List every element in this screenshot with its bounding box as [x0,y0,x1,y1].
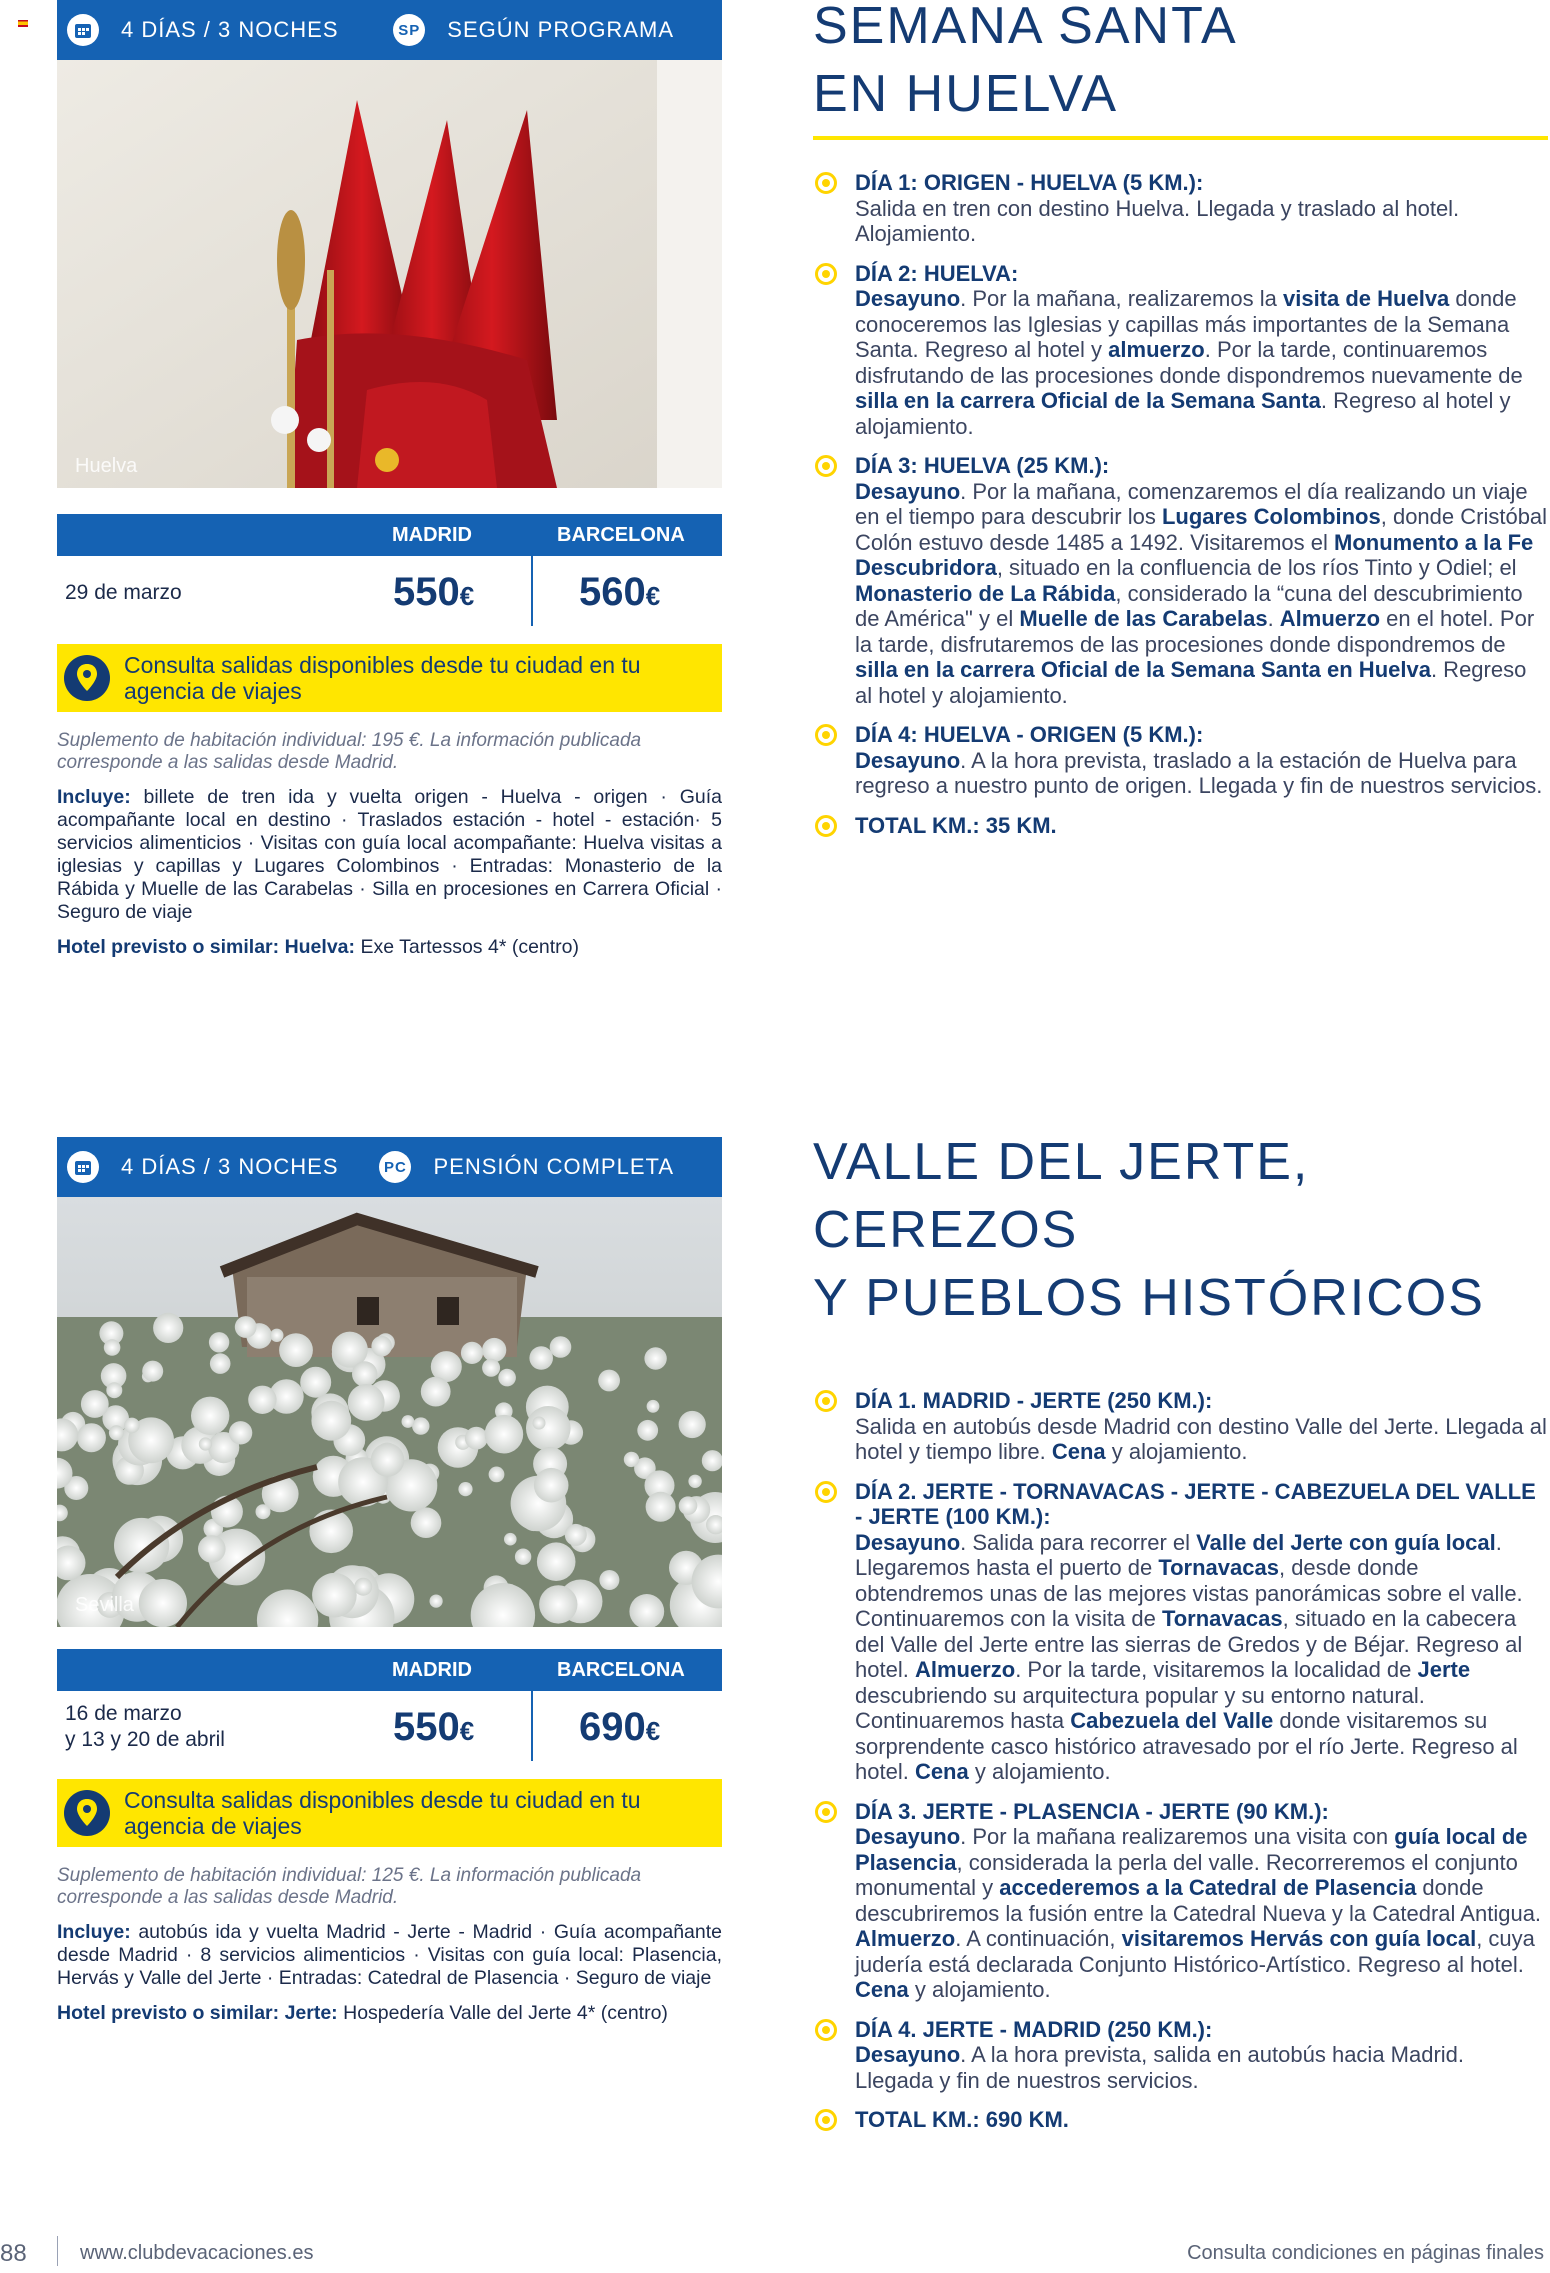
day-heading: DÍA 3. JERTE - PLASENCIA - JERTE (90 KM.): [855,1798,1329,1824]
bullet-target-icon [815,724,837,746]
trip1-plan-badge: SP [393,14,425,46]
itinerary-day [813,1479,1548,1785]
trip1-photo-nazarenos [57,60,722,488]
trip2-plan: PENSIÓN COMPLETA [433,1154,674,1179]
day-description: Desayuno. A la hora prevista, traslado a la estación de Huelva para regreso a nuestro punto de origen. Llegada y fin de nuestros servicios. [855,747,1543,798]
trip1-title: SEMANA SANTA EN HUELVA [813,0,1238,123]
trip1-supplement: Suplemento de habitación individual: 195 €. La información publicada corresponde a las salidas desde Madrid. [57,730,642,773]
trip1-price-header [57,514,722,556]
day-heading: DÍA 2: HUELVA: [855,260,1019,286]
bullet-target-icon [815,1390,837,1412]
day-heading: DÍA 3: HUELVA (25 KM.): [855,453,1110,478]
total-km: TOTAL KM.: 690 KM. [813,2107,1548,2133]
trip1-photo-caption: Huelva [75,455,138,477]
trip2-days [813,1388,1548,2133]
trip2-card [57,1137,722,2025]
bullet-target-icon [815,455,837,477]
spain-flag-icon [18,20,28,27]
price-divider [531,1691,533,1761]
bullet-target-icon [815,172,837,194]
day-description: Desayuno. Por la mañana, comenzaremos el día realizando un viaje en el tiempo para descubrir los Lugares Colombinos, donde Cristóbal Colón estuvo desde 1485 a 1492. Visitaremos el Monumento a la Fe Descubridora, situado en la confluencia de los ríos Tinto y Odiel; el Monasterio de La Rábida, considerado la “cuna del descubrimiento de América" y el Muelle de las Carabelas. Almuerzo en el hotel. Por la tarde, disfrutaremos de las procesiones donde dispondremos de silla en la carrera Oficial de la Semana Santa en Huelva. Regreso al hotel y alojamiento. [855,478,1548,708]
trip2-plan-badge: PC [379,1151,411,1183]
trip2-consult-box [57,1779,722,1847]
day-description: Desayuno. Por la mañana, realizaremos la visita de Huelva donde conoceremos las Iglesias y capillas más importantes de la Semana Santa. Regreso al hotel y almuerzo. Por la tarde, continuaremos disfrutando de las procesiones donde dispondremos nuevamente de silla en la carrera Oficial de la Semana Santa. Regreso al hotel y alojamiento. [855,286,1523,439]
day-description: Desayuno. A la hora prevista, salida en autobús hacia Madrid. Llegada y fin de nuestros servicios. [855,2042,1465,2093]
trip2-info-bar [57,1137,722,1197]
bullet-target-icon [815,1801,837,1823]
trip2-dates: 16 de marzo y 13 y 20 de abril [65,1702,225,1751]
trip1-card [57,0,722,959]
day-heading: DÍA 4. JERTE - MADRID (250 KM.): [855,2016,1213,2042]
trip2-title: VALLE DEL JERTE, CEREZOS Y PUEBLOS HISTÓRICOS [813,1133,1485,1327]
bullet-target-icon [815,263,837,285]
trip2-photo-caption: Sevilla [75,1594,134,1616]
trip2-supplement: Suplemento de habitación individual: 125 €. La información publicada corresponde a las salidas desde Madrid. [57,1865,642,1908]
day-heading: DÍA 2. JERTE - TORNAVACAS - JERTE - CABEZUELA DEL VALLE - JERTE (100 KM.): [855,1478,1536,1529]
price-header-barcelona: BARCELONA [557,524,685,546]
bullet-target-icon [815,1481,837,1503]
itinerary-day [813,261,1548,440]
trip2-price-header [57,1649,722,1691]
location-pin-icon [64,655,110,701]
day-heading: DÍA 1. MADRID - JERTE (250 KM.): [855,1388,1213,1413]
trip1-date: 29 de marzo [65,581,182,604]
conditions-note: Consulta condiciones en páginas finales [1187,2242,1544,2264]
trip1-includes: Incluye: billete de tren ida y vuelta origen - Huelva - origen · Guía acompañante local en destino · Traslados estación - hotel - estación· 5 servicios alimenticios · Visitas con guía local acompañante: Huelva visitas a iglesias y capillas y Lugares Colombinos · Entradas: Monasterio de la Rábida y Muelle de las Carabelas · Silla en procesiones en Carrera Oficial · Seguro de viaje [57,786,723,923]
trip2-price-barcelona: 690€ [579,1705,661,1749]
trip2-includes: Incluye: autobús ida y vuelta Madrid - Jerte - Madrid · Guía acompañante desde Madrid · 8 servicios alimenticios · Visitas con guía local: Plasencia, Hervás y Valle del Jerte · Entradas: Catedral de Plasencia · Seguro de viaje [57,1921,722,1989]
page-number: 88 [0,2240,27,2267]
bullet-target-icon [815,2019,837,2041]
trip1-days [813,170,1548,838]
calendar-icon [67,14,99,46]
trip2-price-row [57,1691,722,1761]
trip1-price-madrid: 550€ [393,570,475,614]
trip1-info-bar [57,0,722,60]
trip1-hotel: Hotel previsto o similar: Huelva: Exe Tartessos 4* (centro) [57,936,580,958]
trip1-price-barcelona: 560€ [579,570,661,614]
day-description: Desayuno. Por la mañana realizaremos una visita con guía local de Plasencia, considerada la perla del valle. Recorreremos el conjunto monumental y accederemos a la Catedral de Plasencia donde descubriremos la fusión entre la Catedral Nueva y la Catedral Antigua. Almuerzo. A continuación, visitaremos Hervás con guía local, cuya judería está declarada Conjunto Histórico-Artístico. Regreso al hotel. Cena y alojamiento. [855,1824,1542,2002]
itinerary-day [813,1388,1548,1465]
day-description: Desayuno. Salida para recorrer el Valle del Jerte con guía local. Llegaremos hasta el puerto de Tornavacas, desde donde obtendremos unas de las mejores vistas panorámicas sobre el valle. Continuaremos con la visita de Tornavacas, situado en la cabecera del Valle del Jerte entre las sierras de Gredos y de Béjar. Regreso al hotel. Almuerzo. Por la tarde, visitaremos la localidad de Jerte descubriendo su arquitectura popular y su entorno natural. Continuaremos hasta Cabezuela del Valle donde visitaremos su sorprendente casco histórico atravesado por el río Jerte. Regreso al hotel. Cena y alojamiento. [855,1529,1523,1784]
trip2-price-madrid: 550€ [393,1705,475,1749]
website-link[interactable]: www.clubdevacaciones.es [80,2242,314,2264]
day-description: Salida en autobús desde Madrid con destino Valle del Jerte. Llegada al hotel y tiempo libre. Cena y alojamiento. [855,1413,1547,1464]
day-description: Salida en tren con destino Huelva. Llegada y traslado al hotel. Alojamiento. [855,195,1460,246]
day-heading: DÍA 4: HUELVA - ORIGEN (5 KM.): [855,722,1204,747]
total-km: TOTAL KM.: 35 KM. [813,813,1548,839]
trip1-consult-text: Consulta salidas disponibles desde tu ciudad en tu agencia de viajes [124,652,641,704]
trip2-consult-text: Consulta salidas disponibles desde tu ciudad en tu agencia de viajes [124,1787,641,1839]
trip2-hotel: Hotel previsto o similar: Jerte: Hospedería Valle del Jerte 4* (centro) [57,2002,668,2024]
day-heading: DÍA 1: ORIGEN - HUELVA (5 KM.): [855,170,1204,195]
trip1-itinerary [813,0,1548,852]
trip2-duration: 4 DÍAS / 3 NOCHES [121,1154,339,1179]
itinerary-day [813,1799,1548,2003]
itinerary-day [813,722,1548,799]
itinerary-day [813,2017,1548,2094]
bullet-target-icon [815,815,837,837]
trip1-duration: 4 DÍAS / 3 NOCHES [121,17,339,42]
location-pin-icon [64,1790,110,1836]
price-header-barcelona: BARCELONA [557,1659,685,1681]
footer-divider [57,2236,58,2266]
bullet-target-icon [815,2109,837,2131]
price-header-madrid: MADRID [392,524,472,546]
trip1-consult-box [57,644,722,712]
itinerary-day [813,453,1548,708]
trip2-photo-cherry-blossoms [57,1197,722,1627]
price-header-madrid: MADRID [392,1659,472,1681]
price-divider [531,556,533,626]
trip1-plan: SEGÚN PROGRAMA [447,17,674,42]
page-footer [0,2236,1550,2273]
title-rule [813,136,1548,140]
trip1-price-row [57,556,722,626]
trip2-itinerary [813,1128,1548,2147]
itinerary-day [813,170,1548,247]
calendar-icon [67,1151,99,1183]
